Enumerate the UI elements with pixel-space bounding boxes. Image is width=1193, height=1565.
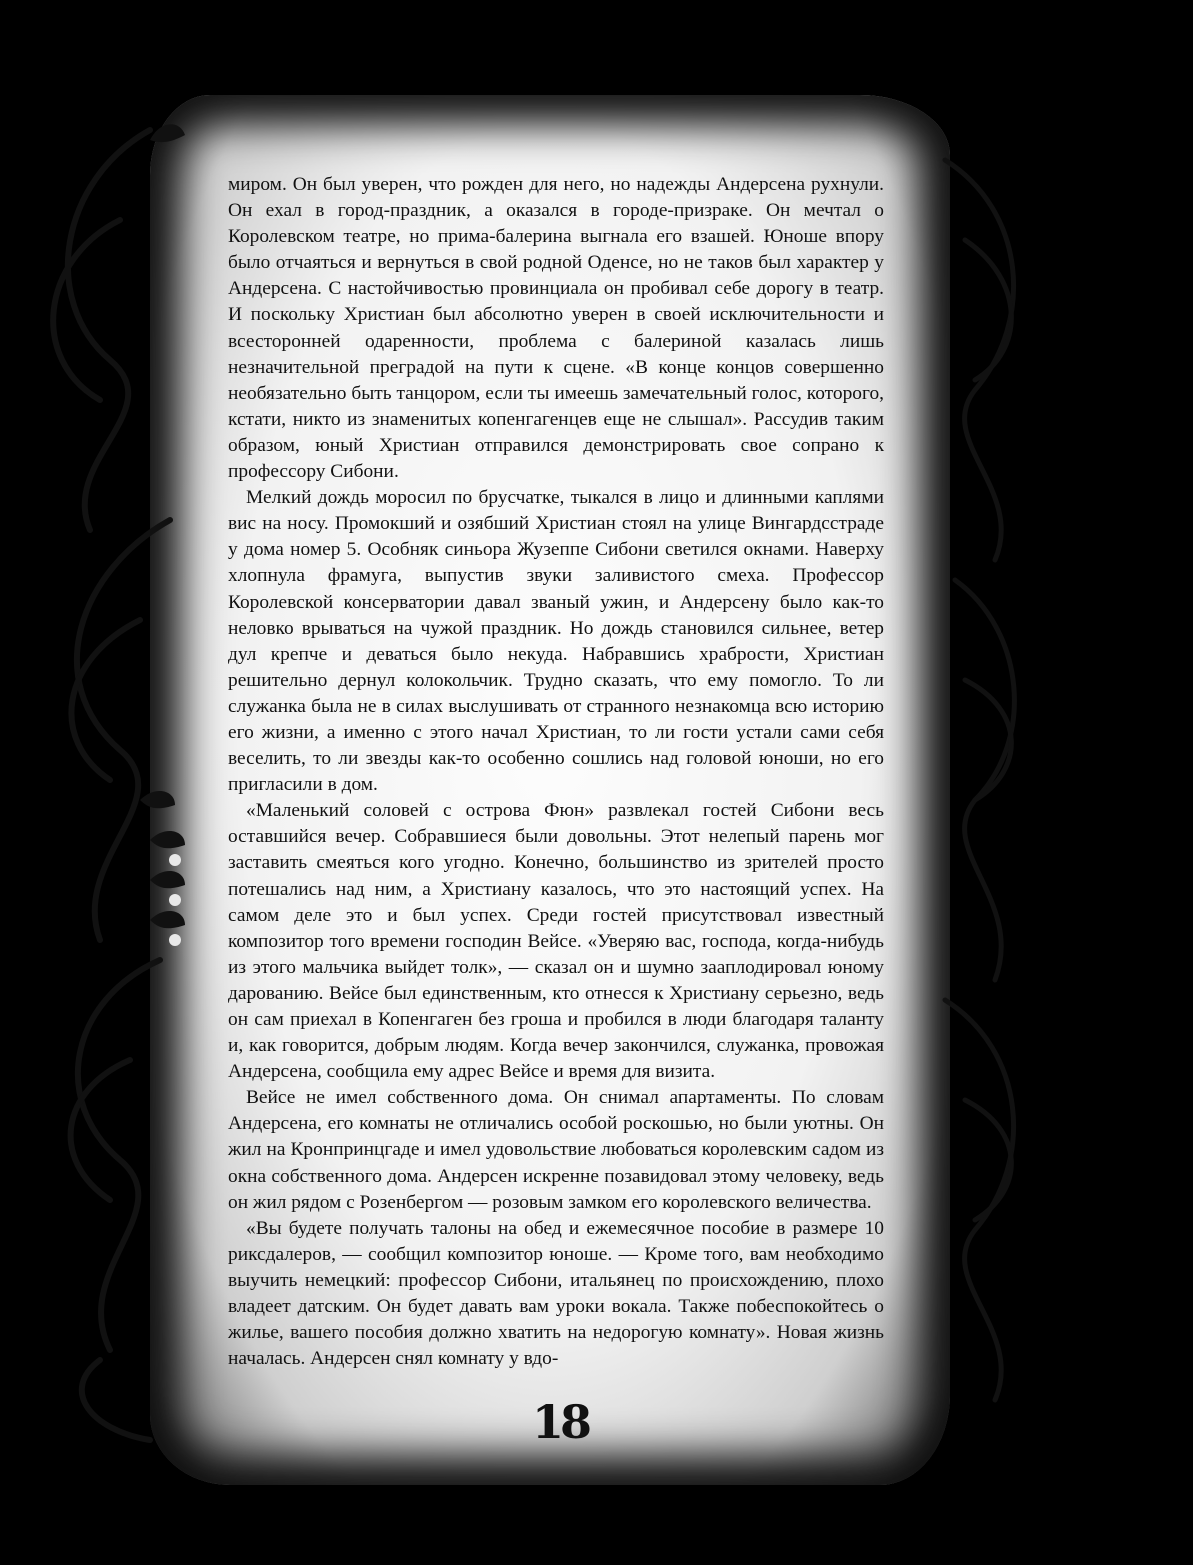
- paragraph: миром. Он был уверен, что рожден для него, но надежды Андерсена рухнули. Он ехал в город-праздник, а оказался в городе-призраке. Он мечтал о Королевском театре, но прима-балерина выгнала его взашей. Юноше впору было отчаяться и вернуться в свой родной Оденсе, но не таков был характер у Андерсена. С настойчивостью провинциала он пробивал себе дорогу в театр. И поскольку Христиан был абсолютно уверен в своей исключительности и всесторонней одаренности, проблема с балериной казалась лишь незначительной преградой на пути к сцене. «В конце концов совершенно необязательно быть танцором, если ты имеешь замечательный голос, которого, кстати, никто из знаменитых копенгагенцев еще не слышал». Рассудив таким образом, юный Христиан отправился демонстрировать свое сопрано к профессору Сибони.: [228, 174, 884, 483]
- paragraph: «Маленький соловей с острова Фюн» развлекал гостей Сибони весь оставшийся вечер. Собравшиеся были довольны. Этот нелепый парень мог заставить смеяться кого угодно. Конечно, большинство из зрителей просто потешались над ним, а Христиану казалось, что это настоящий успех. На самом деле это и был успех. Среди гостей присутствовал известный композитор того времени господин Вейсе. «Уверяю вас, господа, когда-нибудь из этого мальчика выйдет толк», — сказал он и шумно зааплодировал юному дарованию. Вейсе был единственным, кто отнесся к Христиану серьезно, ведь он сам приехал в Копенгаген без гроша и пробился в люди благодаря таланту и, как говорится, добрым людям. Когда вечер закончился, служанка, провожая Андерсена, сообщила ему адрес Вейсе и время для визита.: [228, 800, 884, 1083]
- black-margin: [1045, 0, 1193, 1565]
- paragraph: Мелкий дождь моросил по брусчатке, тыкался в лицо и длинными каплями вис на носу. Промокший и озябший Христиан стоял на улице Вингардсстраде у дома номер 5. Особняк синьора Жузеппе Сибони светился окнами. Наверху хлопнула фрамуга, выпустив звуки заливистого смеха. Профессор Королевской консерватории давал званый ужин, и Андерсену было как-то неловко врываться на чужой праздник. Но дождь становился сильнее, ветер дул крепче и деваться было некуда. Набравшись храбрости, Христиан решительно дернул колокольчик. Трудно сказать, что ему помогло. То ли служанка была не в силах выслушивать от странного незнакомца всю историю его жизни, а именно с этого начал Христиан, то ли гости устали сами себя веселить, то ли звезды как-то особенно сошлись над головой юноши, но его пригласили в дом.: [228, 487, 884, 796]
- paragraph: Вейсе не имел собственного дома. Он снимал апартаменты. По словам Андерсена, его комнаты не отличались особой роскошью, но были уютны. Он жил на Кронпринцгаде и имел удовольствие любоваться королевским садом из окна собственного дома. Андерсен искренне позавидовал этому человеку, ведь он жил рядом с Розенбергом — розовым замком его королевского величества.: [228, 1087, 884, 1213]
- paragraph: «Вы будете получать талоны на обед и ежемесячное пособие в размере 10 риксдалеров, — сообщил композитор юноше. — Кроме того, вам необходимо выучить немецкий: профессор Сибони, итальянец по происхождению, плохо владеет датским. Он будет давать вам уроки вокала. Также побеспокойтесь о жилье, вашего пособия должно хватить на недорогую комнату». Новая жизнь началась. Андерсен снял комнату у вдо-: [228, 1217, 884, 1370]
- left-floral-ornament: [0, 100, 200, 1460]
- right-floral-ornament: [925, 100, 1045, 1460]
- page-number: 18: [531, 1395, 588, 1449]
- body-text: [228, 172, 884, 1372]
